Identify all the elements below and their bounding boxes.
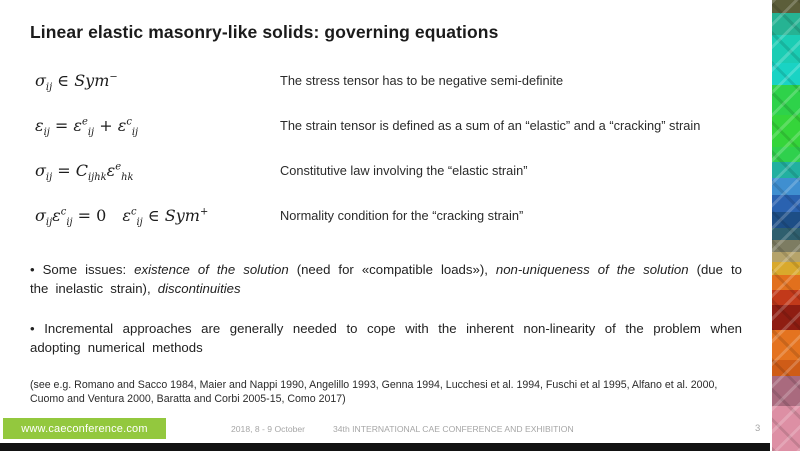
mosaic-segment (772, 162, 800, 178)
equation-row-strain (35, 103, 742, 148)
mosaic-segment (772, 212, 800, 228)
website-url: www.caeconference.com (21, 422, 148, 435)
equation-description: The stress tensor has to be negative semi-definite (280, 73, 564, 88)
mosaic-segment (772, 290, 800, 305)
equation-description: Constitutive law involving the “elastic strain” (280, 163, 528, 178)
equation-strain-sum: $\varepsilon_{ij} = \varepsilon^e_{ij} + \varepsilon^c_{ij}$ (35, 116, 139, 139)
equations-table (35, 58, 742, 238)
equation-row-normality (35, 193, 742, 238)
page-number: 3 (755, 423, 761, 434)
footer-date: 2018, 8 - 9 October (231, 424, 306, 434)
equation-normality-condition: $\sigma_{ij}\varepsilon^c_{ij} = 0$ $\varepsilon^c_{ij}$ ∈ Sym+ (35, 206, 209, 229)
mosaic-segment (772, 178, 800, 195)
mosaic-segment (772, 13, 800, 35)
mosaic-segment (772, 262, 800, 275)
mosaic-segment (772, 360, 800, 376)
equation-description: The strain tensor is defined as a sum of an “elastic” and a “cracking” strain (280, 118, 701, 133)
mosaic-segment (772, 147, 800, 162)
body-text-block (30, 260, 742, 406)
mosaic-segment (772, 195, 800, 212)
footer-conference-title: 34th INTERNATIONAL CAE CONFERENCE AND EXHIBITION (333, 424, 574, 434)
bullet-incremental-approaches: • Incremental approaches are generally needed to cope with the inherent non-linearity of the problem when adopting numerical methods (30, 321, 742, 355)
references-text: (see e.g. Romano and Sacco 1984, Maier and Nappi 1990, Angelillo 1993, Genna 1994, Lucchesi et al. 1994, Fuschi et al 1995, Alfano et al. 2000, Cuomo and Ventura 2000, Baratta and Corbi 2005-15, Como 2017) (30, 379, 718, 405)
mosaic-segment (772, 305, 800, 330)
mosaic-segment (772, 115, 800, 147)
equation-row-constitutive (35, 148, 742, 193)
mosaic-segment (772, 406, 800, 451)
mosaic-segment (772, 0, 800, 13)
slide-title: Linear elastic masonry-like solids: governing equations (30, 22, 499, 42)
bottom-black-bar (0, 443, 772, 451)
mosaic-segment (772, 35, 800, 63)
bullet-some-issues: • Some issues: existence of the solution (need for «compatible loads»), non-uniqueness of the solution (due to the inelastic strain), discontinuities (30, 262, 742, 296)
mosaic-segment (772, 376, 800, 406)
website-banner (3, 418, 166, 439)
equation-description: Normality condition for the “cracking strain” (280, 208, 524, 223)
mosaic-strip (770, 0, 800, 451)
mosaic-segment (772, 330, 800, 360)
mosaic-segment (772, 275, 800, 290)
mosaic-segment (772, 63, 800, 85)
equation-constitutive-law: $\sigma_{ij} = C_{ijhk}\varepsilon^e_{hk}$ (35, 161, 134, 184)
mosaic-segment (772, 228, 800, 240)
mosaic-segment (772, 240, 800, 252)
equation-row-stress (35, 58, 742, 103)
equation-stress-tensor: $\sigma_{ij}$ ∈ Sym− (35, 71, 118, 94)
mosaic-segment (772, 252, 800, 262)
mosaic-segment (772, 85, 800, 115)
